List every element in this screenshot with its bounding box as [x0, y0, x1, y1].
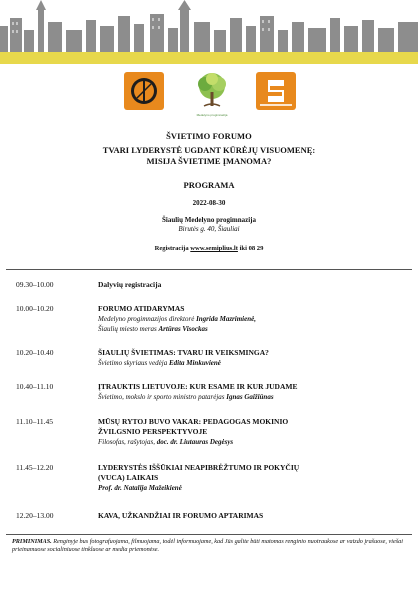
session-time: 11.10–11.45	[16, 417, 53, 426]
speaker-role: Filosofas, rašytojas,	[98, 438, 157, 446]
session-title: Dalyvių registracija	[98, 280, 162, 289]
session-title-line-2: ŽVILGSNIO PERSPEKTYVOJE	[98, 427, 208, 436]
speaker-line	[98, 358, 404, 368]
session-title: FORUMO ATIDARYMAS	[98, 304, 185, 313]
speaker-role: Šiaulių miesto meras	[98, 325, 159, 333]
tree-icon	[192, 72, 232, 110]
session-time: 09.30–10.00	[16, 280, 54, 289]
reminder-text: Renginyje bus fotografuojama, filmuojama, todėl informuojame, kad Jūs galite būti matomas renginio nuotraukose ar vaizdo įrašuose, viešai prieinamuose socialiniuose tinkluose ar media priemonėse.	[12, 538, 403, 553]
divider-top	[6, 269, 412, 270]
speaker-name: Ignas Gaižiūnas	[226, 393, 274, 401]
venue-name: Šiaulių Medelyno progimnazija	[162, 216, 256, 224]
session-title: ŠIAULIŲ ŠVIETIMAS: TVARU IR VEIKSMINGA?	[98, 348, 269, 357]
session-content	[98, 348, 404, 368]
session-time: 10.00–10.20	[16, 304, 54, 313]
speaker-name: Prof. dr. Natalija Mažeikienė	[98, 484, 182, 492]
session-title-line-2: (VUCA) LAIKAIS	[98, 473, 159, 482]
session-content	[98, 417, 404, 447]
session-content	[98, 280, 404, 290]
venue-address: Birutės g. 40, Šiauliai	[178, 225, 240, 233]
speaker-line	[98, 483, 404, 493]
session-title: KAVA, UŽKANDŽIAI IR FORUMO APTARIMAS	[98, 511, 264, 520]
speaker-line	[98, 314, 404, 324]
program-header	[0, 131, 418, 252]
speaker-line	[98, 437, 404, 447]
yellow-band	[0, 52, 418, 64]
session-content	[98, 511, 404, 521]
compass-sundial-icon	[124, 72, 164, 110]
session-time: 10.20–10.40	[16, 348, 54, 357]
speaker-role: Medelyno progimnazijos direktorė	[98, 315, 197, 323]
speaker-name: Artūras Visockas	[158, 325, 208, 333]
education-center-icon	[256, 72, 296, 110]
session-content	[98, 382, 404, 402]
registration-prefix: Registracija	[154, 245, 191, 252]
speaker-role: Švietimo skyriaus vedėja	[98, 359, 169, 367]
reminder-note	[6, 534, 412, 554]
session-content	[98, 304, 404, 334]
reminder-label: PRIMINIMAS.	[12, 538, 52, 545]
session-content	[98, 463, 404, 493]
program-heading: PROGRAMA	[183, 180, 235, 190]
speaker-name: Edita Minkuvienė	[168, 359, 221, 367]
registration-link[interactable]: www.semiplius.lt	[190, 245, 238, 252]
session-time: 10.40–11.10	[16, 382, 54, 391]
session-time: 11.45–12.20	[16, 463, 54, 472]
forum-subtitle-line-2: MISIJA ŠVIETIME ĮMANOMA?	[146, 156, 272, 166]
forum-title: ŠVIETIMO FORUMO	[166, 131, 252, 141]
forum-subtitle-line-1: TVARI LYDERYSTĖ UGDANT KŪRĖJŲ VISUOMENĘ:	[102, 145, 316, 155]
session-title-line-1: LYDERYSTĖS IŠŠŪKIAI NEAPIBRĖŽTUMO IR POKYČIŲ	[98, 463, 300, 472]
registration-deadline: iki 08 29	[237, 245, 264, 252]
speaker-role: Švietimo, mokslo ir sporto ministro patarėjas	[98, 393, 227, 401]
session-time: 12.20–13.00	[16, 511, 54, 520]
speaker-name: Ingrida Mazrimienė,	[196, 315, 256, 323]
speaker-name: doc. dr. Liutauras Degėsys	[156, 438, 234, 446]
registration-line	[0, 245, 418, 252]
logos-row	[0, 72, 418, 112]
logo-caption: Medelyno progimnazija	[196, 113, 228, 117]
speaker-line	[98, 392, 404, 402]
forum-subtitle	[0, 145, 418, 167]
session-title: ĮTRAUKTIS LIETUVOJE: KUR ESAME IR KUR JUDAME	[98, 382, 298, 391]
event-date: 2022-08-30	[192, 199, 226, 207]
speaker-line	[98, 324, 404, 334]
session-title-line-1: MŪSŲ RYTOJ BUVO VAKAR: PEDAGOGAS MOKINIO	[98, 417, 289, 426]
